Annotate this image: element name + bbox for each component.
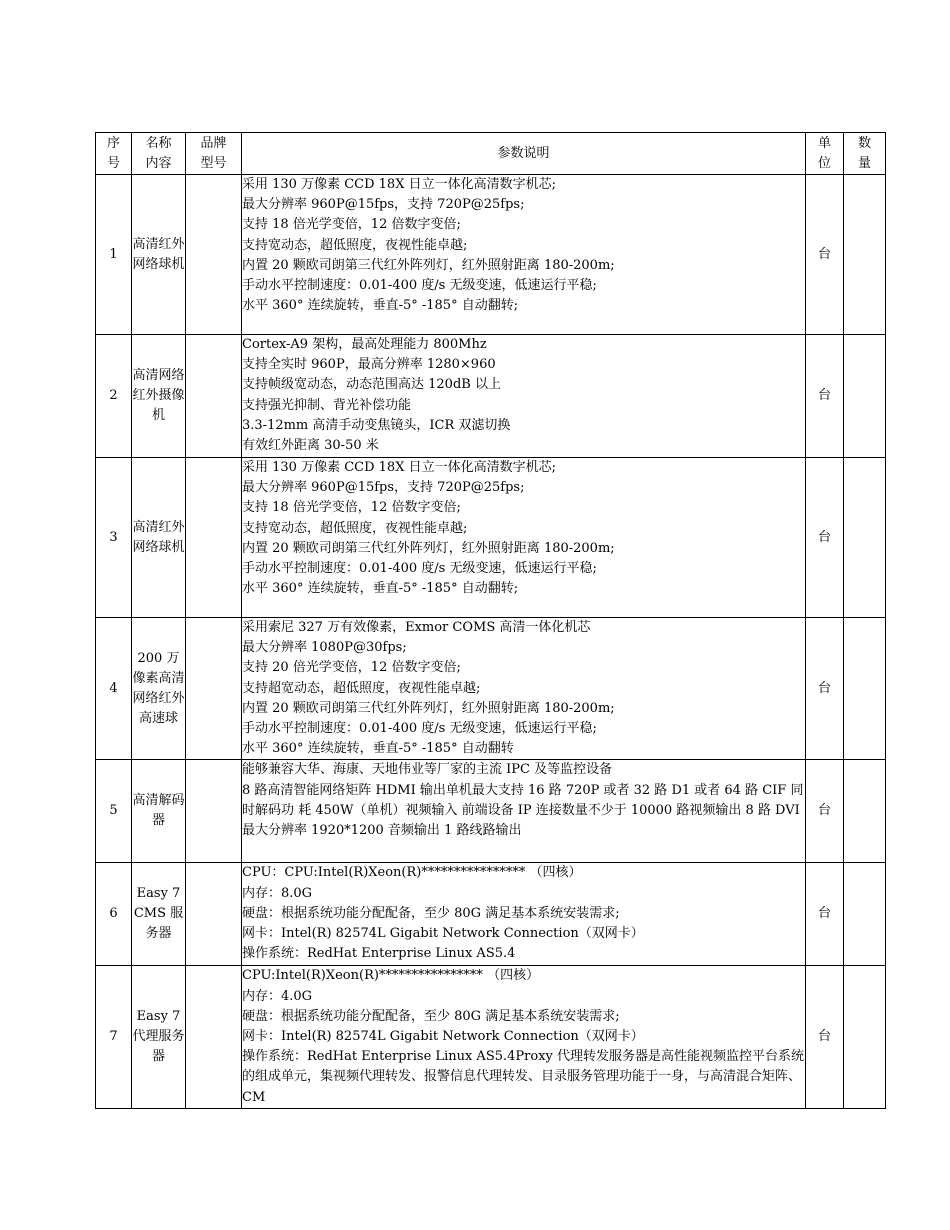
table-row (96, 966, 886, 1108)
row-unit: 台 (806, 966, 844, 1108)
param-line: 支持宽动态，超低照度，夜视性能卓越; (242, 520, 468, 536)
row-qty (844, 458, 886, 618)
row-unit: 台 (806, 335, 844, 458)
param-line: 支持 18 倍光学变倍，12 倍数字变倍; (242, 217, 461, 233)
row-index: 2 (96, 335, 132, 458)
param-line: 支持 20 倍光学变倍，12 倍数字变倍; (242, 660, 461, 676)
table-row (96, 760, 886, 863)
table-header-row (96, 133, 886, 175)
table-row (96, 335, 886, 458)
row-brand (186, 458, 242, 618)
param-line: 手动水平控制速度：0.01-400 度/s 无级变速，低速运行平稳; (242, 278, 597, 294)
param-line: 内置 20 颗欧司朗第三代红外阵列灯，红外照射距离 180-200m; (242, 540, 615, 556)
param-line: 采用 130 万像素 CCD 18X 日立一体化高清数字机芯; (242, 177, 556, 192)
param-line: 手动水平控制速度：0.01-400 度/s 无级变速，低速运行平稳; (242, 561, 597, 577)
header-unit: 单 位 (806, 133, 844, 175)
param-line: 网卡：Intel(R) 82574L Gigabit Network Connection（双网卡） (242, 1029, 644, 1045)
row-brand (186, 966, 242, 1108)
row-params (242, 175, 806, 335)
param-line: 支持强光抑制、背光补偿功能 (242, 397, 412, 413)
row-index: 5 (96, 760, 132, 863)
row-brand (186, 175, 242, 335)
header-params: 参数说明 (242, 133, 806, 175)
row-index: 1 (96, 175, 132, 335)
param-line: 手动水平控制速度：0.01-400 度/s 无级变速，低速运行平稳; (242, 721, 597, 737)
param-line: 支持帧级宽动态，动态范围高达 120dB 以上 (242, 377, 501, 393)
row-params (242, 760, 806, 863)
row-index: 6 (96, 863, 132, 966)
param-line: 内置 20 颗欧司朗第三代红外阵列灯，红外照射距离 180-200m; (242, 257, 615, 273)
param-line: 内置 20 颗欧司朗第三代红外阵列灯，红外照射距离 180-200m; (242, 700, 615, 716)
table-row (96, 618, 886, 760)
table-row (96, 863, 886, 966)
param-line: 内存：8.0G (242, 885, 313, 901)
row-name: Easy 7 代理服务器 (132, 966, 186, 1108)
row-params (242, 335, 806, 458)
row-name: 高清红外网络球机 (132, 458, 186, 618)
row-index: 4 (96, 618, 132, 760)
row-unit: 台 (806, 618, 844, 760)
row-unit: 台 (806, 175, 844, 335)
table-row (96, 175, 886, 335)
param-line: 能够兼容大华、海康、天地伟业等厂家的主流 IPC 及等监控设备 (242, 762, 613, 778)
param-line: 支持宽动态，超低照度，夜视性能卓越; (242, 237, 468, 253)
row-name: Easy 7 CMS 服务器 (132, 863, 186, 966)
param-line: CPU:Intel(R)Xeon(R)**************** （四核） (242, 968, 540, 984)
row-name: 高清解码器 (132, 760, 186, 863)
row-brand (186, 760, 242, 863)
row-qty (844, 175, 886, 335)
param-line: 最大分辨率 960P@15fps，支持 720P@25fps; (242, 197, 525, 213)
row-qty (844, 618, 886, 760)
row-params (242, 966, 806, 1108)
table-row (96, 458, 886, 618)
param-line: 内存：4.0G (242, 988, 313, 1004)
header-name: 名称 内容 (132, 133, 186, 175)
param-line: 支持 18 倍光学变倍，12 倍数字变倍; (242, 500, 461, 516)
row-qty (844, 335, 886, 458)
row-params (242, 618, 806, 760)
row-params (242, 863, 806, 966)
param-line: 水平 360° 连续旋转，垂直-5° -185° 自动翻转; (242, 581, 519, 597)
param-line: 硬盘：根据系统功能分配配备，至少 80G 满足基本系统安装需求; (242, 905, 620, 921)
param-line: 有效红外距离 30-50 米 (242, 438, 379, 454)
param-line: 硬盘：根据系统功能分配配备，至少 80G 满足基本系统安装需求; (242, 1008, 620, 1024)
param-line: 8 路高清智能网络矩阵 HDMI 输出单机最大支持 16 路 720P 或者 32 路 D1 或者 64 路 CIF 同时解码功 耗 450W（单机）视频输入 前端设备 IP 连接数量不少于 10000 路视频输出 8 路 DVI 最大分辨率 1920*1200 音频输出 1 路线路输出 (242, 782, 804, 839)
row-params (242, 458, 806, 618)
row-unit: 台 (806, 863, 844, 966)
row-qty (844, 863, 886, 966)
row-index: 7 (96, 966, 132, 1108)
header-qty: 数 量 (844, 133, 886, 175)
param-line: 水平 360° 连续旋转，垂直-5° -185° 自动翻转 (242, 741, 514, 757)
row-unit: 台 (806, 458, 844, 618)
param-line: 最大分辨率 1080P@30fps; (242, 640, 407, 656)
param-line: CPU：CPU:Intel(R)Xeon(R)**************** （四核） (242, 865, 582, 881)
param-line: 采用 130 万像素 CCD 18X 日立一体化高清数字机芯; (242, 460, 556, 475)
param-line: 3.3-12mm 高清手动变焦镜头，ICR 双滤切换 (242, 417, 511, 433)
param-line: 最大分辨率 960P@15fps，支持 720P@25fps; (242, 480, 525, 496)
param-line: 网卡：Intel(R) 82574L Gigabit Network Connection（双网卡） (242, 926, 644, 942)
param-line: 水平 360° 连续旋转，垂直-5° -185° 自动翻转; (242, 298, 519, 314)
row-brand (186, 618, 242, 760)
param-line: 操作系统：RedHat Enterprise Linux AS5.4 (242, 946, 516, 962)
row-unit: 台 (806, 760, 844, 863)
header-index: 序 号 (96, 133, 132, 175)
table-body (96, 175, 886, 1109)
param-line: Cortex-A9 架构，最高处理能力 800Mhz (242, 337, 487, 352)
header-brand: 品牌 型号 (186, 133, 242, 175)
row-qty (844, 966, 886, 1108)
row-brand (186, 335, 242, 458)
param-line: 采用索尼 327 万有效像素，Exmor COMS 高清一体化机芯 (242, 620, 591, 635)
row-name: 高清红外网络球机 (132, 175, 186, 335)
row-name: 高清网络红外摄像机 (132, 335, 186, 458)
row-index: 3 (96, 458, 132, 618)
param-line: 操作系统：RedHat Enterprise Linux AS5.4Proxy 代理转发服务器是高性能视频监控平台系统的组成单元，集视频代理转发、报警信息代理转发、目录服务管理功能于一身，与高清混合矩阵、CM (242, 1049, 804, 1105)
row-brand (186, 863, 242, 966)
param-line: 支持超宽动态，超低照度，夜视性能卓越; (242, 680, 481, 696)
equipment-spec-table (95, 132, 886, 1109)
row-qty (844, 760, 886, 863)
param-line: 支持全实时 960P，最高分辨率 1280×960 (242, 357, 496, 373)
row-name: 200 万像素高清网络红外高速球 (132, 618, 186, 760)
